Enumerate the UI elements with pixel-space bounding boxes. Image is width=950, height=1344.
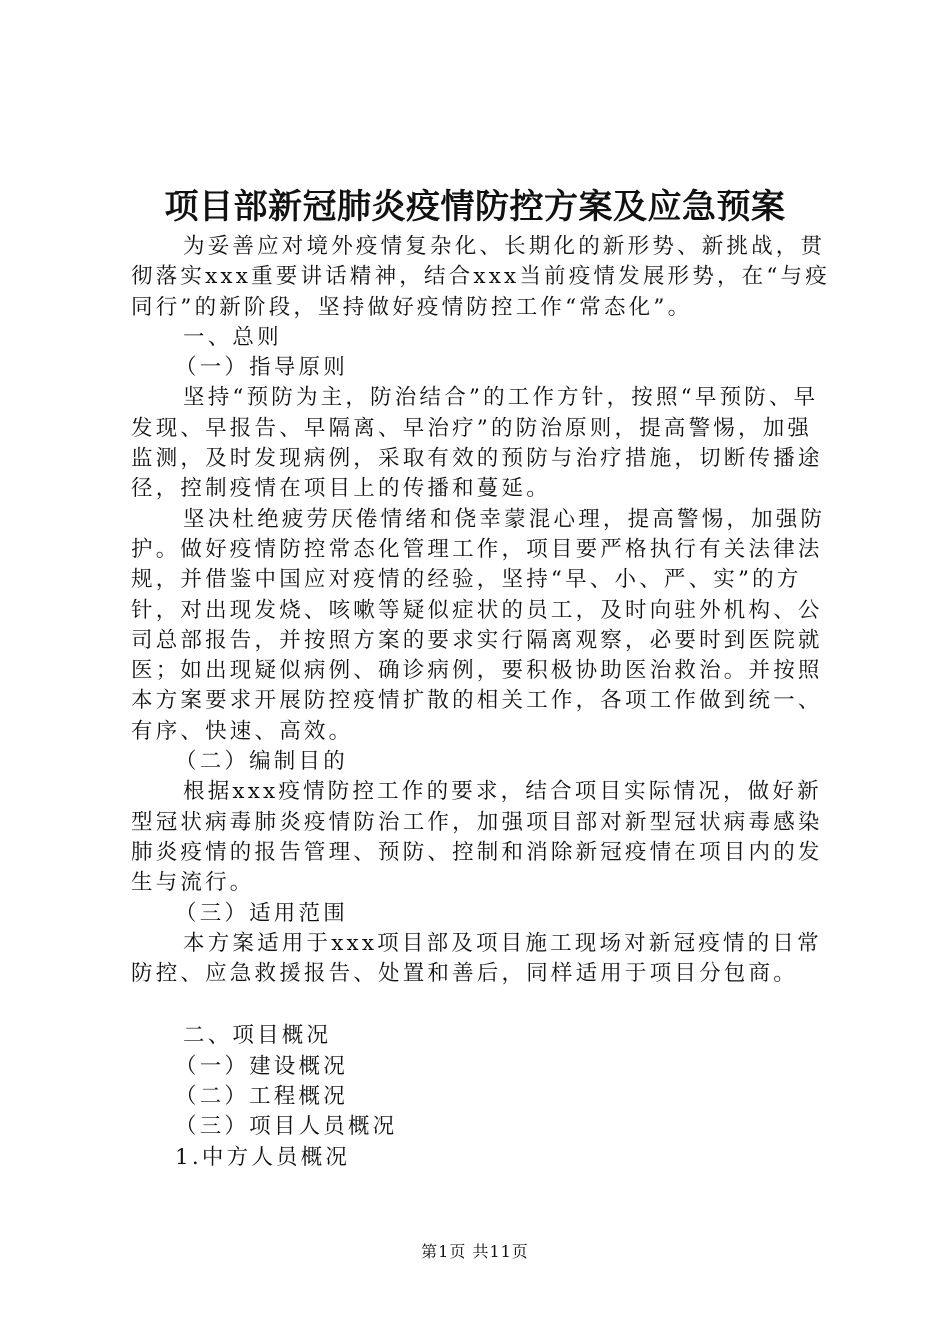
- section-2-item: （一）建设概况: [175, 1053, 348, 1079]
- section-1-1-paragraph-2: 坚决杜绝疲劳厌倦情绪和侥幸蒙混心理，提高警惕，加强防护。做好疫情防控常态化管理工作，项目要严格执行有关法律法规，并借鉴中国应对疫情的经验，坚持“早、小、严、实”的方针，对出现发烧、咳嗽等疑似症状的员工，及时向驻外机构、公司总部报告，并按照方案的要求实行隔离观察，必要时到医院就医；如出现疑似病例、确诊病例，要积极协助医治救治。并按照本方案要求开展防控疫情扩散的相关工作，各项工作做到统一、有序、快速、高效。: [131, 506, 826, 744]
- section-2-heading: 二、项目概况: [183, 1023, 332, 1049]
- document-body: [131, 232, 835, 1173]
- section-1-2-paragraph: 根据xxx疫情防控工作的要求，结合项目实际情况，做好新型冠状病毒肺炎疫情防治工作，加强项目部对新型冠状病毒感染肺炎疫情的报告管理、预防、控制和消除新冠疫情在项目内的发生与流行。: [131, 779, 823, 896]
- section-1-1-heading: （一）指导原则: [175, 355, 348, 381]
- section-1-heading: 一、总则: [183, 324, 282, 350]
- section-1-1-paragraph-1: 坚持“预防为主，防治结合”的工作方针，按照“早预防、早发现、早报告、早隔离、早治疗”的防治原则，提高警惕，加强监测，及时发现病例，采取有效的预防与治疗措施，切断传播途径，控制疫情在项目上的传播和蔓延。: [131, 385, 823, 502]
- section-1-3-paragraph: 本方案适用于xxx项目部及项目施工现场对新冠疫情的日常防控、应急救援报告、处置和善后，同样适用于项目分包商。: [131, 930, 822, 987]
- document-title: 项目部新冠肺炎疫情防控方案及应急预案: [164, 187, 786, 227]
- page-footer: 第1页 共11页: [421, 1242, 529, 1261]
- section-2-item: （三）项目人员概况: [175, 1114, 398, 1140]
- intro-paragraph: 为妥善应对境外疫情复杂化、长期化的新形势、新挑战，贯彻落实xxx重要讲话精神，结合xxx当前疫情发展形势，在“与疫同行”的新阶段，坚持做好疫情防控工作“常态化”。: [131, 234, 830, 320]
- section-2-item: （二）工程概况: [175, 1084, 348, 1110]
- section-spacer: [131, 989, 835, 1021]
- section-2-sub-item: 1.中方人员概况: [175, 1144, 351, 1170]
- section-1-2-heading: （二）编制目的: [175, 749, 348, 775]
- section-1-3-heading: （三）适用范围: [175, 900, 348, 926]
